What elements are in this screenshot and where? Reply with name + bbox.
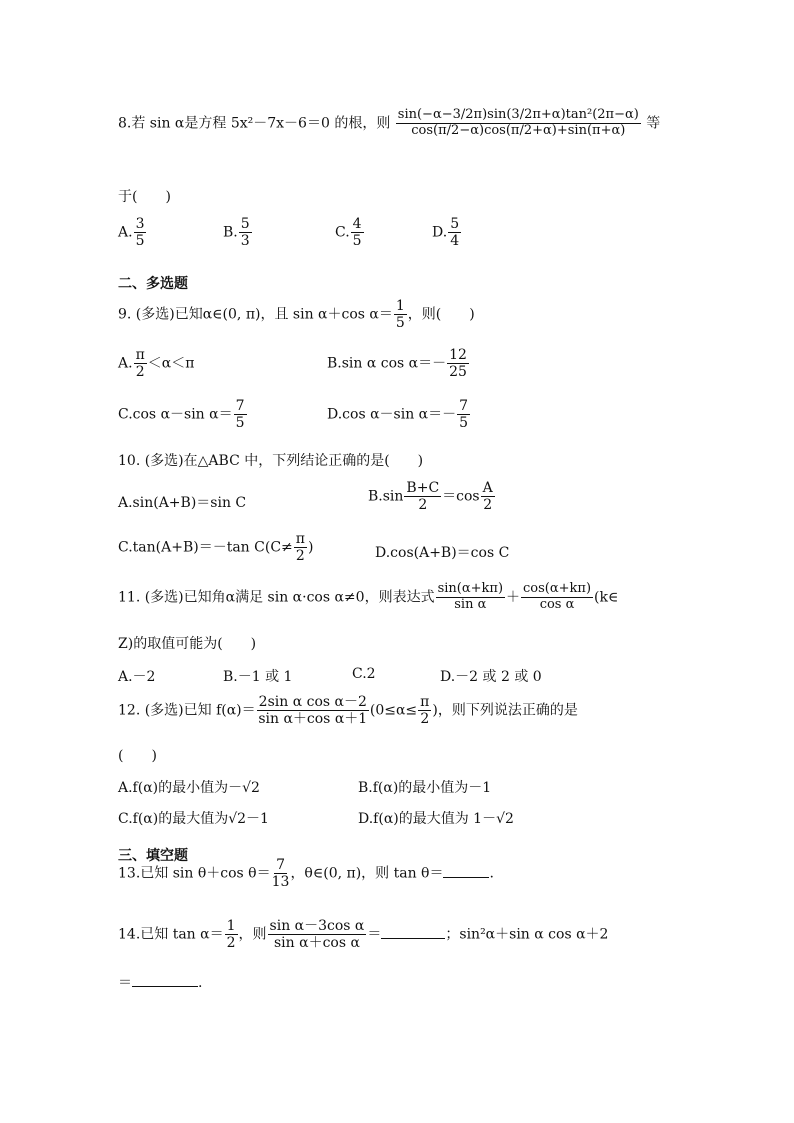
q9-option-a: A. $\frac{\pi}{2}$ ＜α＜π <box>118 347 195 381</box>
q12-line2: ( ) <box>118 748 157 764</box>
q9-option-d: D.cos α－sin α＝－ $\frac{7}{5}$ <box>327 398 469 432</box>
q8-option-b: B. $\frac{5}{3}$ <box>223 216 250 250</box>
q10-option-a: A.sin(A+B)＝sin C <box>118 495 247 511</box>
q12-option-b: B.f(α)的最小值为－1 <box>358 780 492 796</box>
q10-option-d: D.cos(A+B)＝cos C <box>375 545 510 561</box>
q12-option-d: D.f(α)的最大值为 1－√2 <box>358 811 514 827</box>
q8-line2: 于( ) <box>118 189 171 205</box>
q14-stem: 14.已知 tan α＝ $\frac{1}{2}$ ，则 $\frac{\text{sin α－3cos α}}{\text{sin α＋cos α}}$ ＝ ；sin²α＋sin α cos α＋2 <box>118 918 609 952</box>
q10-option-c: C.tan(A+B)＝－tan C(C≠ $\frac{\pi}{2}$ ) <box>118 531 314 565</box>
q11-option-d: D.－2 或 2 或 0 <box>440 669 542 685</box>
q12-option-a: A.f(α)的最小值为－√2 <box>118 780 260 796</box>
section-multiple-choice: 二、多选题 <box>118 276 188 292</box>
q11-stem: 11. (多选)已知角α满足 sin α·cos α≠0，则表达式 $\frac{\sin(\alpha+k\pi)}{\text{sin α}}$ ＋ $\frac{\cos(\alpha+k\pi)}{\text{cos α}}$ (k∈ <box>118 581 619 612</box>
q14-answer-blank-2[interactable] <box>132 986 198 987</box>
q11-option-b: B.－1 或 1 <box>223 669 293 685</box>
q8-line1 <box>118 108 660 139</box>
q9-option-c: C.cos α－sin α＝ $\frac{7}{5}$ <box>118 398 245 432</box>
q8-option-c: C. $\frac{4}{5}$ <box>335 216 362 250</box>
q14-line2: ＝ . <box>118 975 203 991</box>
q12-option-c: C.f(α)的最大值为√2－1 <box>118 811 269 827</box>
section-fill-in: 三、填空题 <box>118 848 188 864</box>
q14-answer-blank-1[interactable] <box>381 938 445 939</box>
q9-option-b: B.sin α cos α＝－ $\frac{12}{25}$ <box>327 347 467 381</box>
q8-denominator: cos(π/2−α)cos(π/2+α)+sin(π+α) <box>411 122 626 138</box>
q12-stem: 12. (多选)已知 f(α)＝ $\frac{\text{2sin α cos α－2}}{\text{sin α＋cos α＋1}}$ (0≤α≤ $\frac{\pi}{2}$ )，则下列说法正确的是 <box>118 694 578 728</box>
q11-option-a: A.－2 <box>118 669 156 685</box>
q8-suffix: 等 <box>646 115 661 132</box>
q8-option-a: A. $\frac{3}{5}$ <box>118 216 145 250</box>
q8-prefix: 8.若 sin α是方程 5x²－7x－6＝0 的根，则 <box>118 115 391 132</box>
q13-answer-blank[interactable] <box>443 877 489 878</box>
q8-fraction <box>396 108 641 139</box>
q11-option-c: C.2 <box>352 666 376 682</box>
q8-option-d: D. $\frac{5}{4}$ <box>432 216 460 250</box>
q9-stem: 9. (多选)已知α∈(0, π)，且 sin α＋cos α＝ $\frac{1}{5}$ ，则( ) <box>118 298 475 332</box>
q10-stem: 10. (多选)在△ABC 中，下列结论正确的是( ) <box>118 453 424 469</box>
q8-numerator: sin(−α−3/2π)sin(3/2π+α)tan²(2π−α) <box>397 107 639 122</box>
q11-line2: Z)的取值可能为( ) <box>118 636 257 652</box>
q13-stem: 13.已知 sin θ＋cos θ＝ $\frac{7}{13}$ ，θ∈(0, π)，则 tan θ＝ . <box>118 857 494 891</box>
q10-option-b: B.sin $\frac{B+C}{2}$ ＝cos $\frac{A}{2}$ <box>368 480 493 514</box>
